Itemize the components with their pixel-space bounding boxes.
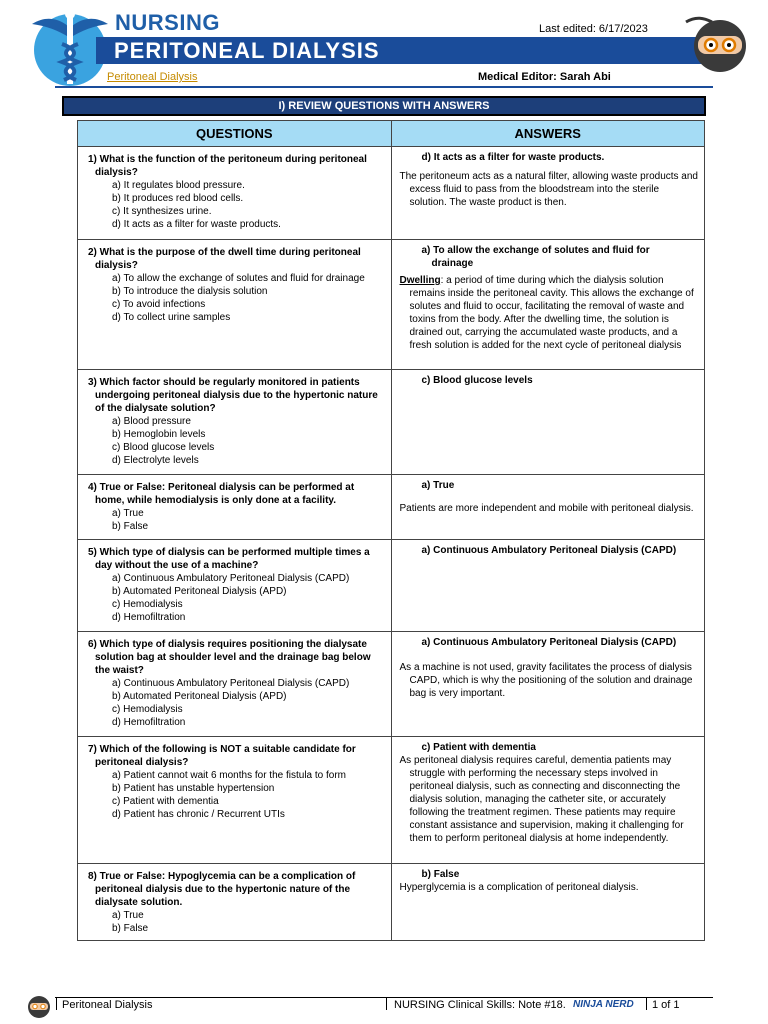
last-edited: Last edited: 6/17/2023: [539, 23, 648, 35]
option: a) True: [112, 508, 144, 519]
question-cell: [78, 240, 392, 370]
questions-header: QUESTIONS: [78, 121, 392, 147]
section-title: I) REVIEW QUESTIONS WITH ANSWERS: [62, 96, 706, 116]
answer-cell: [391, 632, 705, 737]
question-text: 2) What is the purpose of the dwell time during peritoneal dialysis?: [88, 247, 361, 271]
question-cell: [78, 370, 392, 475]
answer-cell: [391, 540, 705, 632]
table-row: [78, 370, 705, 475]
answer-text: a) To allow the exchange of solutes and fluid for drainage: [421, 245, 650, 269]
footer-topic: Peritoneal Dialysis: [62, 999, 153, 1011]
explanation-text: : a period of time during which the dialysis solution remains inside the peritoneal cavity. This allows the exchange of solutes and fluid to occur, facilitating the removal of waste and toxins from the body. After the dwelling time, the solution is drained out, carrying the accumulated waste products, and a fresh solution is added for the next cycle of peritoneal dialysis: [409, 275, 694, 351]
question-text: 4) True or False: Peritoneal dialysis can be performed at home, while hemodialysis is only done at a facility.: [88, 482, 355, 506]
option: c) It synthesizes urine.: [112, 206, 212, 217]
answer-cell: [391, 147, 705, 240]
answers-header: ANSWERS: [391, 121, 705, 147]
question-cell: [78, 475, 392, 540]
explanation-text: The peritoneum acts as a natural filter, allowing waste products and excess fluid to pass from the bloodstream into the sterile solution. The waste product is then.: [399, 171, 698, 208]
table-row: [78, 240, 705, 370]
question-cell: [78, 632, 392, 737]
table-row: [78, 540, 705, 632]
nursing-label: NURSING: [115, 10, 220, 35]
answer-cell: [391, 864, 705, 941]
answer-cell: [391, 475, 705, 540]
explanation-term: Dwelling: [399, 275, 441, 286]
option: c) Patient with dementia: [112, 796, 219, 807]
explanation-text: As a machine is not used, gravity facilitates the process of dialysis CAPD, which is why the positioning of the solution and drainage bag is very important.: [399, 662, 693, 699]
table-header-row: [78, 121, 705, 147]
explanation-text: Hyperglycemia is a complication of peritoneal dialysis.: [399, 882, 639, 893]
footer-separator: [386, 998, 387, 1010]
option: a) Patient cannot wait 6 months for the fistula to form: [112, 770, 347, 781]
question-cell: [78, 540, 392, 632]
ninja-mascot-icon: [682, 12, 748, 74]
option: a) True: [112, 910, 144, 921]
explanation-text: Patients are more independent and mobile with peritoneal dialysis.: [399, 503, 694, 514]
answer-text: c) Blood glucose levels: [421, 375, 533, 386]
option: b) Hemoglobin levels: [112, 429, 206, 440]
footer-note: NURSING Clinical Skills: Note #18.: [394, 999, 566, 1011]
ninja-footer-icon: [24, 993, 52, 1019]
option: a) Continuous Ambulatory Peritoneal Dialysis (CAPD): [112, 678, 350, 689]
qa-table: [77, 120, 705, 941]
option: d) Hemofiltration: [112, 612, 186, 623]
page-title: PERITONEAL DIALYSIS: [114, 38, 380, 63]
option: a) It regulates blood pressure.: [112, 180, 245, 191]
answer-text: c) Patient with dementia: [421, 742, 536, 753]
answer-text: a) True: [421, 480, 455, 491]
option: b) False: [112, 521, 149, 532]
answer-cell: [391, 240, 705, 370]
option: b) To introduce the dialysis solution: [112, 286, 268, 297]
question-cell: [78, 147, 392, 240]
header-divider: [55, 86, 713, 88]
option: d) It acts as a filter for waste products.: [112, 219, 281, 230]
footer-separator: [646, 998, 647, 1010]
option: c) Hemodialysis: [112, 599, 183, 610]
option: b) Patient has unstable hypertension: [112, 783, 275, 794]
option: d) Patient has chronic / Recurrent UTIs: [112, 809, 285, 820]
option: c) Blood glucose levels: [112, 442, 215, 453]
question-text: 8) True or False: Hypoglycemia can be a complication of peritoneal dialysis due to the hypertonic nature of the dialysate solution.: [88, 871, 356, 908]
option: b) Automated Peritoneal Dialysis (APD): [112, 586, 287, 597]
option: b) It produces red blood cells.: [112, 193, 244, 204]
question-text: 3) Which factor should be regularly monitored in patients undergoing peritoneal dialysis due to the hypertonic nature of the dialysate solution?: [88, 377, 378, 414]
table-row: [78, 737, 705, 864]
breadcrumb-link[interactable]: Peritoneal Dialysis: [107, 71, 198, 83]
option: a) Continuous Ambulatory Peritoneal Dialysis (CAPD): [112, 573, 350, 584]
answer-cell: [391, 370, 705, 475]
question-cell: [78, 864, 392, 941]
option: c) To avoid infections: [112, 299, 206, 310]
option: c) Hemodialysis: [112, 704, 183, 715]
option: a) Blood pressure: [112, 416, 191, 427]
answer-text: b) False: [421, 869, 460, 880]
option: d) To collect urine samples: [112, 312, 231, 323]
option: b) Automated Peritoneal Dialysis (APD): [112, 691, 287, 702]
question-text: 7) Which of the following is NOT a suitable candidate for peritoneal dialysis?: [88, 744, 356, 768]
option: d) Hemofiltration: [112, 717, 186, 728]
option: d) Electrolyte levels: [112, 455, 199, 466]
option: a) To allow the exchange of solutes and fluid for drainage: [112, 273, 365, 284]
option: b) False: [112, 923, 149, 934]
question-text: 5) Which type of dialysis can be performed multiple times a day without the use of a machine?: [88, 547, 370, 571]
explanation-text: As peritoneal dialysis requires careful, dementia patients may struggle with performing the necessary steps involved in peritoneal dialysis, such as connecting and disconnecting the dialysis solution, managing the catheter site, or accurately following the treatment regimen. These patients may require constant assistance and supervision, making it challenging for them to perform peritoneal dialysis at home independently.: [399, 755, 684, 844]
table-row: [78, 147, 705, 240]
page-header: [0, 0, 768, 90]
table-row: [78, 475, 705, 540]
answer-text: d) It acts as a filter for waste products.: [421, 152, 605, 163]
medical-editor: Medical Editor: Sarah Abi: [478, 71, 611, 83]
table-row: [78, 632, 705, 737]
answer-cell: [391, 737, 705, 864]
page-number: 1 of 1: [652, 999, 680, 1011]
footer-brand-logo: NINJA NERD: [573, 999, 634, 1010]
answer-text: a) Continuous Ambulatory Peritoneal Dialysis (CAPD): [421, 637, 677, 648]
table-row: [78, 864, 705, 941]
footer-divider: [55, 997, 713, 998]
answer-text: a) Continuous Ambulatory Peritoneal Dialysis (CAPD): [421, 545, 677, 556]
footer-separator: [56, 998, 57, 1010]
question-cell: [78, 737, 392, 864]
question-text: 6) Which type of dialysis requires positioning the dialysate solution bag at shoulder level and the drainage bag below the waist?: [88, 639, 371, 676]
question-text: 1) What is the function of the peritoneum during peritoneal dialysis?: [88, 154, 367, 178]
